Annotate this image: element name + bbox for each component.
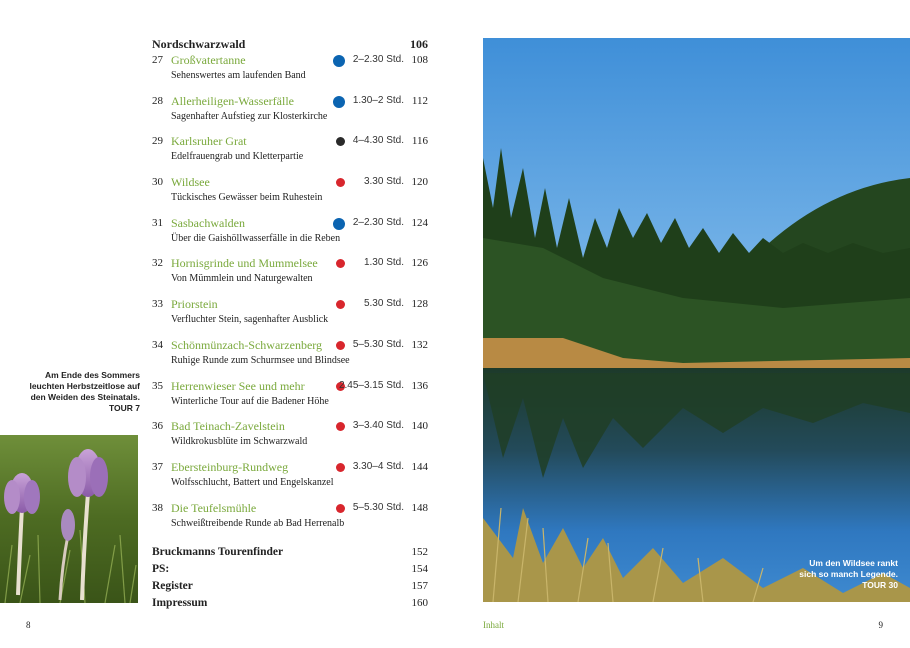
section-page: 106 [410,37,428,51]
tour-page: 124 [411,216,428,229]
crocus-photo [0,435,138,603]
tour-title: Karlsruher Grat [171,134,247,149]
extra-label: PS: [152,563,170,576]
section-title: Nordschwarzwald [152,37,246,51]
toc-entry [152,337,428,378]
tour-page: 108 [411,54,428,66]
toc-entry [152,378,428,419]
toc-entry [152,255,428,296]
tour-title: Allerheiligen-Wasserfälle [171,93,294,108]
tour-title: Ebersteinburg-Rundweg [171,459,289,474]
tour-subtitle: Tückisches Gewässer beim Ruhestein [171,192,323,204]
tour-page: 126 [411,257,428,270]
difficulty-dot-icon [336,137,345,146]
toc-entry [152,52,428,93]
difficulty-dot-icon [333,55,345,67]
tour-subtitle: Winterliche Tour auf die Badener Höhe [171,395,329,407]
tour-duration: 5–5.30 Std. [352,338,404,350]
tour-title: Priorstein [171,297,218,312]
toc-entry [152,174,428,215]
tour-subtitle: Schweißtreibende Runde ab Bad Herrenalb [171,517,345,529]
tour-duration: 1.30 Std. [363,257,404,269]
page-number-right: 9 [878,620,883,630]
tour-subtitle: Verfluchter Stein, sagenhafter Ausblick [171,314,329,326]
difficulty-dot-icon [336,422,345,431]
toc-extra-entry [152,578,428,595]
tour-duration: 1.30–2 Std. [352,94,404,106]
tour-duration: 2–2.30 Std. [352,54,404,65]
tour-subtitle: Über die Gaishöllwasserfälle in die Reben [171,232,341,244]
tour-number: 38 [152,501,163,514]
toc-entries [152,52,428,540]
tour-duration: 2–2.30 Std. [352,216,404,228]
difficulty-dot-icon [336,178,345,187]
caption-line: Am Ende des Sommers [45,370,140,380]
toc-extras [152,544,428,612]
extra-label: Bruckmanns Tourenfinder [152,546,284,559]
toc-entry [152,459,428,500]
tour-duration: 3.30 Std. [363,176,404,188]
toc-entry [152,93,428,134]
tour-number: 34 [152,338,163,351]
tour-number: 37 [152,460,163,473]
right-page [455,0,910,648]
caption-line: sich so manch Legende. [799,569,898,579]
difficulty-dot-icon [336,259,345,268]
tour-title: Schönmünzach-Schwarzenberg [171,337,323,352]
running-head: Inhalt [483,620,504,630]
tour-subtitle: Wildkrokusblüte im Schwarzwald [171,436,308,448]
difficulty-dot-icon [336,341,345,350]
extra-page: 157 [411,580,428,593]
tour-duration: 5–5.30 Std. [352,501,404,513]
tour-page: 116 [411,135,428,148]
tour-title: Bad Teinach-Zavelstein [171,419,285,434]
tour-title: Die Teufelsmühle [171,500,257,515]
tour-subtitle: Wolfsschlucht, Battert und Engelskanzel [171,476,334,488]
tour-number: 30 [152,176,163,189]
tour-subtitle: Edelfrauengrab und Kletterpartie [171,151,304,163]
toc-extra-entry [152,544,428,561]
difficulty-dot-icon [336,300,345,309]
caption-crocus [12,370,140,414]
tour-title: Herrenwieser See und mehr [171,378,305,393]
tour-page: 120 [411,176,428,189]
tour-title: Großvatertanne [171,53,246,67]
toc-extra-entry [152,595,428,612]
tour-subtitle: Sehenswertes am laufenden Band [171,70,306,81]
tour-duration: 5.30 Std. [363,298,404,310]
tour-number: 29 [152,135,163,148]
caption-line: TOUR 7 [108,403,140,413]
crocus-illustration [0,435,138,603]
difficulty-dot-icon [336,504,345,513]
page-number-left: 8 [26,620,31,630]
difficulty-dot-icon [336,463,345,472]
caption-line: Um den Wildsee rankt [809,558,898,568]
tour-number: 35 [152,379,163,392]
tour-title: Sasbachwalden [171,215,245,230]
tour-number: 33 [152,298,163,311]
lake-illustration [483,38,910,602]
toc-extra-entry [152,561,428,578]
toc-entry [152,500,428,541]
tour-number: 36 [152,420,163,433]
tour-page: 112 [411,94,428,107]
caption-line: leuchten Herbstzeitlose auf [29,381,140,391]
difficulty-dot-icon [333,218,345,230]
tour-page: 140 [411,420,428,433]
caption-line: den Weiden des Steinatals. [30,392,140,402]
tour-duration: 3.30–4 Std. [352,460,404,472]
section-heading [152,36,428,52]
extra-page: 152 [411,546,428,559]
extra-label: Register [152,580,193,593]
difficulty-dot-icon [333,96,345,108]
toc-entry [152,215,428,256]
toc-entry [152,133,428,174]
tour-duration: 3–3.40 Std. [352,420,404,432]
extra-page: 160 [411,597,428,610]
caption-line: TOUR 30 [862,580,898,590]
tour-number: 28 [152,94,163,107]
caption-wildsee [799,558,898,591]
tour-number: 27 [152,54,163,66]
tour-subtitle: Von Mümmlein und Naturgewalten [171,273,313,285]
tour-page: 128 [411,298,428,311]
toc-entry [152,418,428,459]
tour-page: 136 [411,379,428,392]
tour-page: 144 [411,460,428,473]
extra-page: 154 [411,563,428,576]
wildsee-photo [483,38,910,602]
tour-subtitle: Sagenhafter Aufstieg zur Klosterkirche [171,110,328,122]
toc-entry [152,296,428,337]
extra-label: Impressum [152,597,208,610]
table-of-contents [152,36,428,612]
tour-title: Hornisgrinde und Mummelsee [171,256,318,271]
tour-page: 148 [411,501,428,514]
tour-number: 32 [152,257,163,270]
tour-title: Wildsee [171,175,210,190]
tour-subtitle: Ruhige Runde zum Schurmsee und Blindsee [171,354,350,366]
tour-number: 31 [152,216,163,229]
tour-page: 132 [411,338,428,351]
tour-duration: 2.45–3.15 Std. [338,379,404,391]
tour-duration: 4–4.30 Std. [352,135,404,147]
